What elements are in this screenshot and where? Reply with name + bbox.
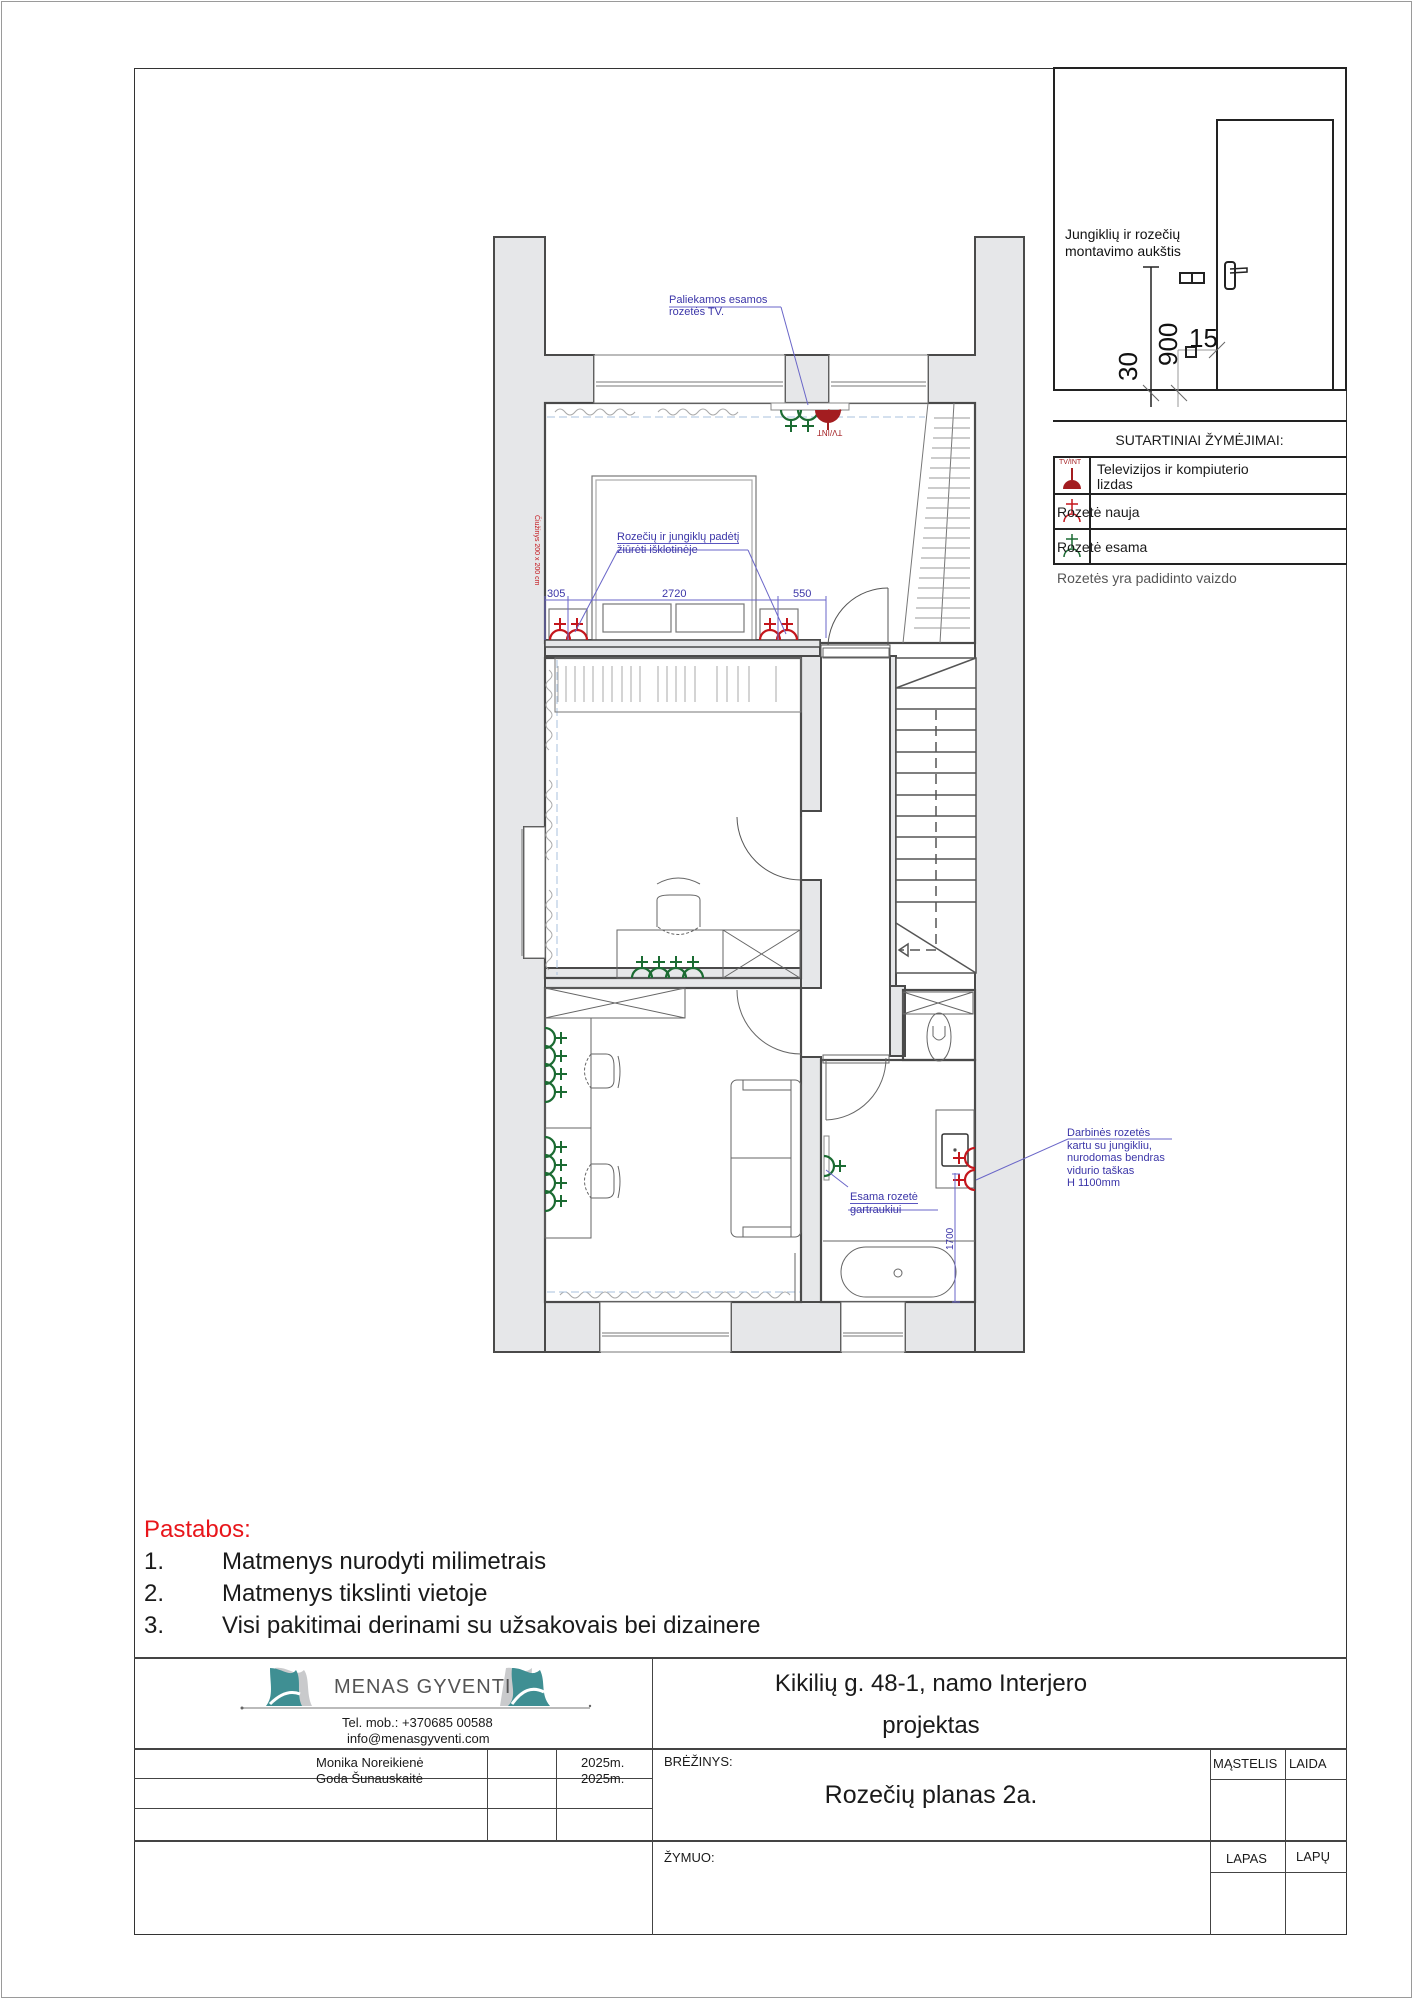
legend-row-existing-socket xyxy=(1053,530,1347,565)
note-text: Visi pakitimai derinami su užsakovais bei dizainere xyxy=(222,1612,761,1639)
scale-label: MĄSTELIS xyxy=(1213,1756,1278,1771)
hood-socket-note xyxy=(850,1191,918,1216)
hood-note-line2: gartraukiui xyxy=(850,1204,902,1216)
note-number: 2. xyxy=(144,1580,165,1607)
legend-row-new-socket xyxy=(1053,495,1347,530)
dim-height-900: 900 xyxy=(1153,322,1183,366)
note-item xyxy=(144,1580,487,1608)
legend-label-existing-socket: Rozetė esama xyxy=(1057,539,1148,555)
dim-right: 550 xyxy=(793,588,812,600)
legend-title: SUTARTINIAI ŽYMĖJIMAI: xyxy=(1053,422,1347,458)
dim-mid: 2720 xyxy=(662,588,687,600)
mattress-size-label: Čiužinys 200 x 200 cm xyxy=(533,515,540,586)
work-note-line: Darbinės rozetės xyxy=(1067,1127,1151,1139)
sheet-label: LAPAS xyxy=(1226,1851,1267,1866)
bath-dim: 1700 xyxy=(945,1227,956,1250)
title-block-row-line xyxy=(1210,1872,1347,1873)
work-note-line: H 1100mm xyxy=(1067,1177,1120,1189)
bed-note-line1: Rozečių ir jungiklų padėtį xyxy=(617,531,740,543)
mounting-label-line2: montavimo aukštis xyxy=(1065,243,1181,259)
legend-caption: Rozetės yra padidinto vaizdo xyxy=(1057,570,1237,586)
notes-title: Pastabos: xyxy=(144,1516,251,1543)
dim-offset-15: 15 xyxy=(1189,323,1218,353)
work-note-line: kartu su jungikliu, xyxy=(1067,1139,1152,1152)
title-block-col-line xyxy=(1285,1748,1286,1935)
note-text: Matmenys nurodyti milimetrais xyxy=(222,1548,547,1575)
title-block-row-line xyxy=(134,1808,652,1809)
note-text: Matmenys tikslinti vietoje xyxy=(222,1580,488,1607)
mounting-label-line1: Jungiklių ir rozečių xyxy=(1065,226,1181,242)
bed-sockets-note xyxy=(617,531,739,556)
designer-year: 2025m. xyxy=(581,1771,625,1786)
elevation-graphics xyxy=(1053,67,1347,407)
company-phone: Tel. mob.: +370685 00588 xyxy=(342,1715,493,1730)
legend-label-new-socket: Rozetė nauja xyxy=(1057,504,1140,520)
tv-sockets-note xyxy=(669,294,767,318)
title-block-row-line xyxy=(134,1748,1347,1750)
title-block-row-line xyxy=(134,1840,1347,1842)
work-sockets-note xyxy=(1067,1127,1165,1190)
edition-label: LAIDA xyxy=(1289,1756,1327,1771)
designer-name: Monika Noreikienė xyxy=(316,1755,424,1770)
tv-note-line1: Paliekamos esamos xyxy=(669,294,768,306)
title-block-col-line xyxy=(556,1748,557,1840)
tv-int-icon-label: TV/INT xyxy=(1059,459,1082,466)
title-block-row-line xyxy=(1210,1779,1347,1780)
project-title-line2: projektas xyxy=(882,1712,980,1739)
sheets-count-label: LAPŲ xyxy=(1296,1849,1330,1864)
work-note-line: vidurio taškas xyxy=(1067,1164,1135,1177)
tv-note-line2: rozetės TV. xyxy=(669,306,725,318)
work-note-line: nurodomas bendras xyxy=(1067,1152,1165,1164)
bed-note-line2: žiūrėti išklotinėje xyxy=(617,544,698,556)
title-block-col-line xyxy=(1210,1748,1211,1935)
dim-left: 305 xyxy=(547,588,566,600)
project-title-line1: Kikilių g. 48-1, namo Interjero xyxy=(774,1670,1088,1697)
drawing-label: BRĖŽINYS: xyxy=(664,1754,733,1769)
note-item xyxy=(144,1612,760,1640)
note-item xyxy=(144,1548,546,1576)
legend-label-tv xyxy=(1055,458,1346,492)
legend-tv-line1: Televizijos ir kompiuterio xyxy=(1097,461,1249,477)
note-number: 3. xyxy=(144,1612,165,1639)
company-name: MENAS GYVENTI xyxy=(334,1676,512,1698)
dim-floor-30: 30 xyxy=(1113,352,1143,381)
company-email: info@menasgyventi.com xyxy=(347,1731,490,1746)
title-block-col-line xyxy=(487,1748,488,1840)
note-number: 1. xyxy=(144,1548,165,1575)
legend-table xyxy=(1053,420,1347,565)
legend-row-tv xyxy=(1053,458,1347,495)
mark-label: ŽYMUO: xyxy=(664,1850,715,1865)
legend-tv-line2: lizdas xyxy=(1097,476,1133,492)
drawing-title: Rozečių planas 2a. xyxy=(824,1781,1038,1809)
designer-name: Goda Šunauskaitė xyxy=(316,1771,423,1786)
designer-year: 2025m. xyxy=(581,1755,625,1770)
tv-int-label: TV/INT xyxy=(817,428,843,437)
hood-note-line1: Esama rozetė xyxy=(850,1191,918,1203)
tv-internet-socket-icon xyxy=(1055,458,1091,493)
